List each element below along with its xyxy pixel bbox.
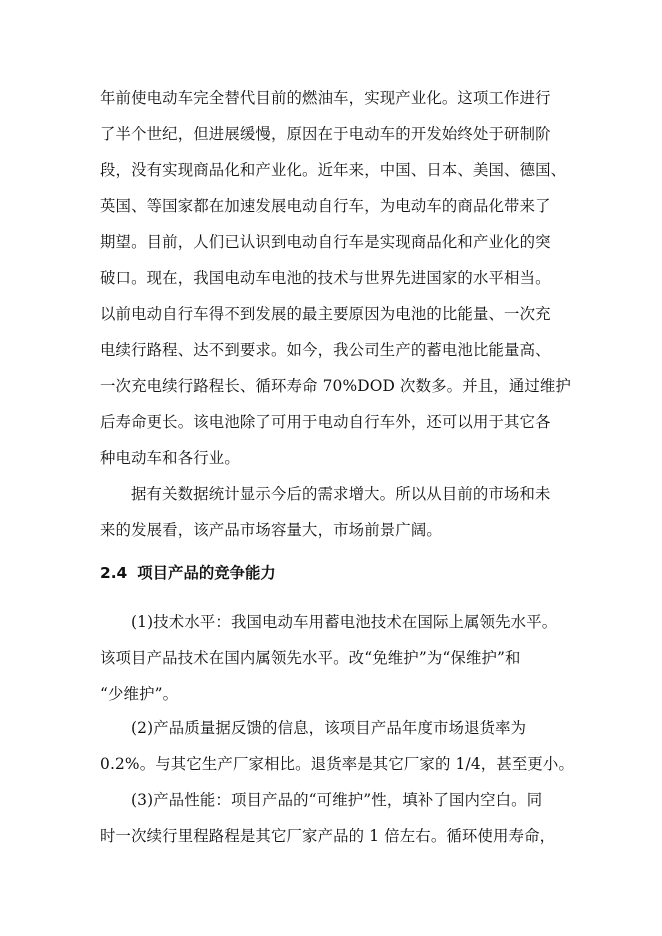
paragraph-line: (2)产品质量据反馈的信息，该项目产品年度市场退货率为 (131, 719, 527, 737)
paragraph-market-outlook (100, 476, 562, 548)
paragraph-line: 期望。目前，人们已认识到电动自行车是实现商品化和产业化的突 (100, 233, 551, 251)
paragraph-line: 电续行路程、达不到要求。如今，我公司生产的蓄电池比能量高、 (100, 341, 551, 359)
paragraph-line: 0.2%。与其它生产厂家相比。退货率是其它厂家的 1/4，甚至更小。 (100, 755, 575, 773)
section-heading (100, 555, 562, 591)
paragraph-line: 破口。现在，我国电动车电池的技术与世界先进国家的水平相当。 (100, 269, 551, 287)
paragraph-line: 英国、等国家都在加速发展电动自行车，为电动车的商品化带来了 (100, 197, 551, 215)
item-technical-level (100, 604, 562, 712)
item-product-quality (100, 710, 575, 782)
paragraph-line: 以前电动自行车得不到发展的最主要原因为电池的比能量、一次充 (100, 305, 551, 323)
paragraph-line: 据有关数据统计显示今后的需求增大。所以从目前的市场和未 (131, 485, 551, 503)
paragraph-line: (1)技术水平：我国电动车用蓄电池技术在国际上属领先水平。 (131, 613, 558, 631)
paragraph-line: 年前使电动车完全替代目前的燃油车，实现产业化。这项工作进行 (100, 89, 551, 107)
section-number: 2.4 (100, 564, 128, 582)
paragraph-line: 后寿命更长。该电池除了可用于电动自行车外，还可以用于其它各 (100, 413, 551, 431)
section-title: 项目产品的竞争能力 (137, 564, 276, 582)
item-product-performance (100, 782, 562, 854)
paragraph-line: 来的发展看，该产品市场容量大，市场前景广阔。 (100, 521, 442, 539)
paragraph-line: “少维护”。 (100, 685, 179, 703)
paragraph-line: 一次充电续行路程长、循环寿命 70%DOD 次数多。并且，通过维护 (100, 377, 572, 395)
paragraph-line: 段，没有实现商品化和产业化。近年来，中国、日本、美国、德国、 (100, 161, 567, 179)
paragraph-line: (3)产品性能：项目产品的“可维护”性，填补了国内空白。同 (131, 791, 543, 809)
paragraph-line: 该项目产品技术在国内属领先水平。改“免维护”为“保维护”和 (100, 649, 521, 667)
paragraph-market-background (100, 80, 572, 476)
paragraph-line: 种电动车和各行业。 (100, 449, 240, 467)
paragraph-line: 了半个世纪，但进展缓慢，原因在于电动车的开发始终处于研制阶 (100, 125, 551, 143)
paragraph-line: 时一次续行里程路程是其它厂家产品的 1 倍左右。循环使用寿命， (100, 827, 556, 845)
